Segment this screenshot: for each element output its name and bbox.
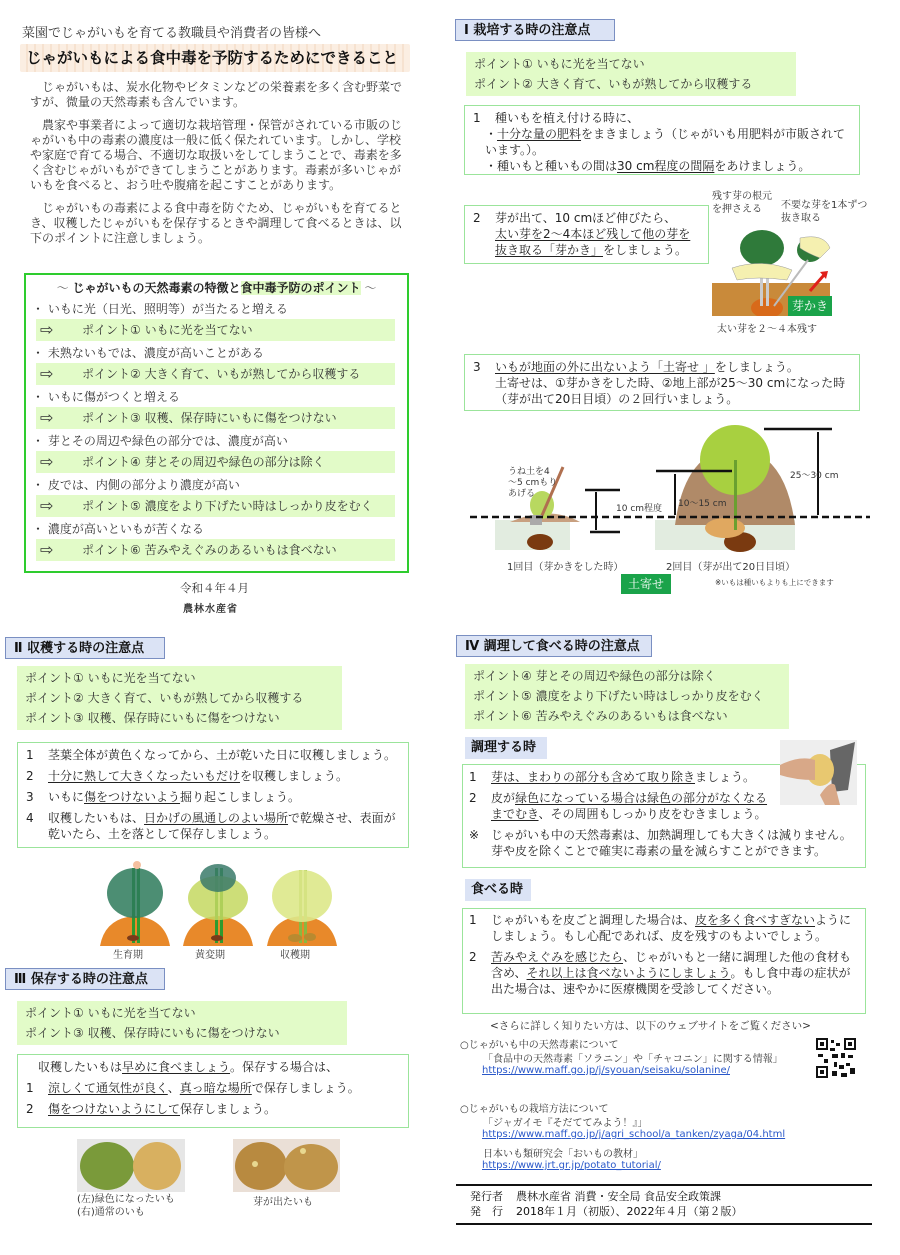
stage-growing: [100, 861, 170, 946]
cooking-note: ※ じゃがいも中の天然毒素は、加熱調理しても大きくは減りません。芽や皮を除くことで確実に毒素の量を減らすことができます。: [469, 828, 852, 858]
issue-ministry: 農林水産省: [183, 604, 238, 615]
step-row: 2 皮が緑色になっている場合は緑色の部分がなくなるまでむき、その周囲もしっかり皮をむきましょう。: [469, 791, 768, 821]
intro-paragraph: じゃがいもの毒素による食中毒を防ぐため、じゃがいもを育てるとき、収穫したじゃがいもを保存するときや調理して食べるときは、以下のポイントに注意しましょう。: [30, 201, 402, 245]
intro-paragraph: じゃがいもは、炭水化物やビタミンなどの栄養素を多く含む野菜ですが、微量の天然毒素も含んでいます。: [30, 80, 403, 109]
tip-fact: ・ いもに光（日光、照明等）が当たると増える: [32, 302, 288, 316]
info-group1-item: 「食品中の天然毒素「ソラニン」や「チャコニン」に関する情報」: [483, 1054, 783, 1065]
arrow-right-icon: ⇨: [40, 496, 54, 515]
tsuchiyose-illustration: [470, 420, 870, 555]
height-label-10-15cm: 10～15 cm: [678, 499, 727, 509]
mekaki-badge: 芽かき: [788, 296, 832, 316]
issue-date: 令和４年４月: [180, 581, 249, 595]
tip-fact: ・ 濃度が高いといもが苦くなる: [32, 522, 204, 536]
tsuchiyose-note: ※いもは種いもよりも上にできます: [715, 578, 834, 587]
storage-lead: 収穫したいもは 早めに食べましょう 。保存する場合は、: [38, 1060, 339, 1074]
eating-box: [462, 908, 866, 1014]
step1-lead: 1 種いもを植え付ける時に、: [473, 111, 640, 125]
stage-label: 生育期: [113, 950, 143, 961]
step-row: 1 芽は、まわりの部分も含めて取り除きましょう。: [469, 770, 756, 784]
point-line: ポイント⑥ 苦みやえぐみのあるいもは食べない: [473, 709, 728, 723]
green-potato-photo: [77, 1139, 185, 1192]
tip-point: ⇨ ポイント② 大きく育て、いもが熟してから収穫する: [36, 363, 395, 385]
solanine-info-link[interactable]: https://www.maff.go.jp/j/syouan/seisaku/solanine/: [482, 1065, 730, 1076]
point-line: ポイント① いもに光を当てない: [474, 57, 645, 71]
stage-harvest: [267, 870, 337, 946]
step1-box: [464, 105, 860, 175]
publisher-block: [470, 1189, 743, 1219]
tsuchiyose-badge: 土寄せ: [621, 574, 671, 594]
tip-point: ⇨ ポイント⑥ 苦みやえぐみのあるいもは食べない: [36, 539, 395, 561]
info-group1-title: ○じゃがいも中の天然毒素について: [460, 1040, 619, 1051]
eating-heading: 食べる時: [465, 879, 531, 901]
photo-caption: (左)緑色になったいも (右)通常のいも: [77, 1194, 175, 1218]
info-group2-item2: 日本いも類研究会「おいもの教材」: [483, 1149, 643, 1160]
step-row: 1 涼しくて通気性が良く、真っ暗な場所で保存しましょう。: [26, 1081, 360, 1095]
stage-label: 収穫期: [280, 950, 310, 961]
section2-heading: Ⅱ 収穫する時の注意点: [5, 637, 165, 659]
section4-heading: Ⅳ 調理して食べる時の注意点: [456, 635, 652, 657]
stage-yellowing: [183, 864, 253, 946]
step-row: 1 茎葉全体が黄色くなってから、土が乾いた日に収穫しましょう。: [26, 748, 397, 762]
cooking-heading: 調理する時: [465, 737, 547, 759]
point-line: ポイント② 大きく育て、いもが熟してから収穫する: [25, 691, 304, 705]
section3-points: [17, 1001, 347, 1045]
mekaki-label-right: 不要な芽を1本ずつ抜き取る: [781, 200, 868, 224]
stage-label: 黄変期: [195, 950, 225, 961]
point-line: ポイント③ 収穫、保存時にいもに傷をつけない: [25, 1026, 280, 1040]
section3-heading: Ⅲ 保存する時の注意点: [5, 968, 165, 990]
step-row: 2 傷をつけないようにして保存しましょう。: [26, 1102, 277, 1116]
divider-bottom: [456, 1223, 872, 1225]
page-title: じゃがいもによる食中毒を予防するためにできること: [26, 49, 399, 67]
tip-point: ⇨ ポイント① いもに光を当てない: [36, 319, 395, 341]
info-group2-item1: 「ジャガイモ『そだててみよう！』」: [483, 1118, 648, 1129]
tip-point: ⇨ ポイント⑤ 濃度をより下げたい時はしっかり皮をむく: [36, 495, 395, 517]
tip-fact: ・ 未熟ないもでは、濃度が高いことがある: [32, 346, 264, 360]
jrt-tutorial-link[interactable]: https://www.jrt.gr.jp/potato_tutorial/: [482, 1160, 661, 1171]
tip-point: ⇨ ポイント③ 収穫、保存時にいもに傷をつけない: [36, 407, 395, 429]
section1-points: [466, 52, 796, 96]
photo-caption: 芽が出たいも: [253, 1197, 313, 1208]
peeling-photo: [780, 740, 857, 805]
tips-list: [32, 299, 401, 561]
section3-steps: [17, 1054, 409, 1128]
mekaki-caption: 太い芽を２～４本残す: [717, 324, 817, 335]
step-row: 2 十分に熟して大きくなったいもだけを収穫しましょう。: [26, 769, 349, 783]
tip-fact: ・ 皮では、内側の部分より濃度が高い: [32, 478, 240, 492]
tsuchiyose-caption-2: 2回目（芽が出て20日目頃）: [666, 562, 796, 573]
publisher-line: 発行者 農林水産省 消費・安全局 食品安全政策課: [470, 1190, 721, 1203]
growth-stages-illustration: [95, 858, 350, 948]
mound-label: うね土を4～5 cmもりあげる: [508, 467, 558, 499]
qr-code[interactable]: [816, 1038, 856, 1078]
arrow-right-icon: ⇨: [40, 320, 54, 339]
tsuchiyose-caption-1: 1回目（芽かきをした時）: [507, 562, 624, 573]
step-row: 2 苦みやえぐみを感じたら、じゃがいもと一緒に調理した他の食材も含め、それ以上は食べないようにしましょう。もし食中毒の症状が出た場合は、速やかに医療機関を受診してください。: [469, 950, 852, 996]
divider-top: [456, 1184, 872, 1186]
point-line: ポイント⑤ 濃度をより下げたい時はしっかり皮をむく: [473, 689, 764, 703]
intro-text: [30, 80, 410, 254]
section1-heading: Ⅰ 栽培する時の注意点: [455, 19, 615, 41]
step1-bullet1: ・十分な量の肥料をまきましょう（じゃがいも用肥料が市販されています。）。: [485, 127, 846, 157]
arrow-right-icon: ⇨: [40, 408, 54, 427]
step1-bullet2: ・種いもと種いもの間は30 cm程度の間隔をあけましょう。: [485, 159, 811, 173]
tip-fact: ・ 芽とその周辺や緑色の部分では、濃度が高い: [32, 434, 288, 448]
step-row: 4 収穫したいもは、日かげの風通しのよい場所で乾燥させ、表面が乾いたら、土を落として保存しましょう。: [26, 811, 396, 841]
section2-points: [17, 666, 342, 730]
potato-growing-link[interactable]: https://www.maff.go.jp/j/agri_school/a_tanken/zyaga/04.html: [482, 1129, 786, 1140]
step3-box: 3 いもが地面の外に出ないよう「土寄せ 」をしましょう。 土寄せは、①芽かきをした時、②地上部が25～30 cmになった時（芽が出て20日目頃）の２回行いましょう。: [464, 354, 860, 411]
mekaki-label-left: 残す芽の根元を押さえる: [712, 191, 772, 215]
step2-box: 2 芽が出て、10 cmほど伸びたら、 太い芽を2～4本ほど残して他の芽を抜き取る「芽かき」をしましょう。: [464, 205, 709, 264]
step-row: 1 じゃがいもを皮ごと調理した場合は、皮を多く食べすぎないようにしましょう。もし心配であれば、皮を残すのもよいでしょう。: [469, 913, 852, 943]
toxin-tips-box: [24, 273, 409, 573]
info-group2-title: ○じゃがいもの栽培方法について: [460, 1104, 609, 1115]
issue-line: 発 行 2018年１月（初版）、2022年４月（第２版）: [470, 1205, 743, 1218]
section2-steps: [17, 742, 409, 848]
arrow-right-icon: ⇨: [40, 540, 54, 559]
step-row: 3 いもに傷をつけないよう掘り起こしましょう。: [26, 790, 301, 804]
title-banner: [20, 44, 410, 72]
arrow-right-icon: ⇨: [40, 452, 54, 471]
tip-fact: ・ いもに傷がつくと増える: [32, 390, 180, 404]
audience-line: 菜園でじゃがいもを育てる教職員や消費者の皆様へ: [22, 26, 322, 41]
arrow-right-icon: ⇨: [40, 364, 54, 383]
mekaki-illustration: [712, 228, 832, 316]
point-line: ポイント① いもに光を当てない: [25, 671, 196, 685]
tip-point: ⇨ ポイント④ 芽とその周辺や緑色の部分は除く: [36, 451, 395, 473]
intro-paragraph: 農家や事業者によって適切な栽培管理・保管がされている市販のじゃがいも中の毒素の濃度は一般に低く保たれています。しかし、学校や家庭で育てる場合、不適切な取扱いをしてしまうことで、毒素を多く含むじゃがいもができてしまうことがあります。毒素が多いじゃがいもを食べると、おう吐や腹痛を起こすことがあります。: [30, 118, 403, 192]
point-line: ポイント② 大きく育て、いもが熟してから収穫する: [474, 77, 753, 91]
point-line: ポイント③ 収穫、保存時にいもに傷をつけない: [25, 711, 280, 725]
point-line: ポイント④ 芽とその周辺や緑色の部分は除く: [473, 669, 716, 683]
tips-title: ～ じゃがいもの天然毒素の特徴と食中毒予防のポイント ～: [56, 281, 377, 295]
sprouted-potato-photo: [233, 1139, 340, 1192]
section4-points: [465, 664, 789, 729]
height-label-10cm: 10 cm程度: [616, 504, 663, 514]
height-label-25-30cm: 25～30 cm: [790, 471, 839, 481]
more-info-lead: <さらに詳しく知りたい方は、以下のウェブサイトをご覧ください>: [490, 1020, 811, 1032]
point-line: ポイント① いもに光を当てない: [25, 1006, 196, 1020]
